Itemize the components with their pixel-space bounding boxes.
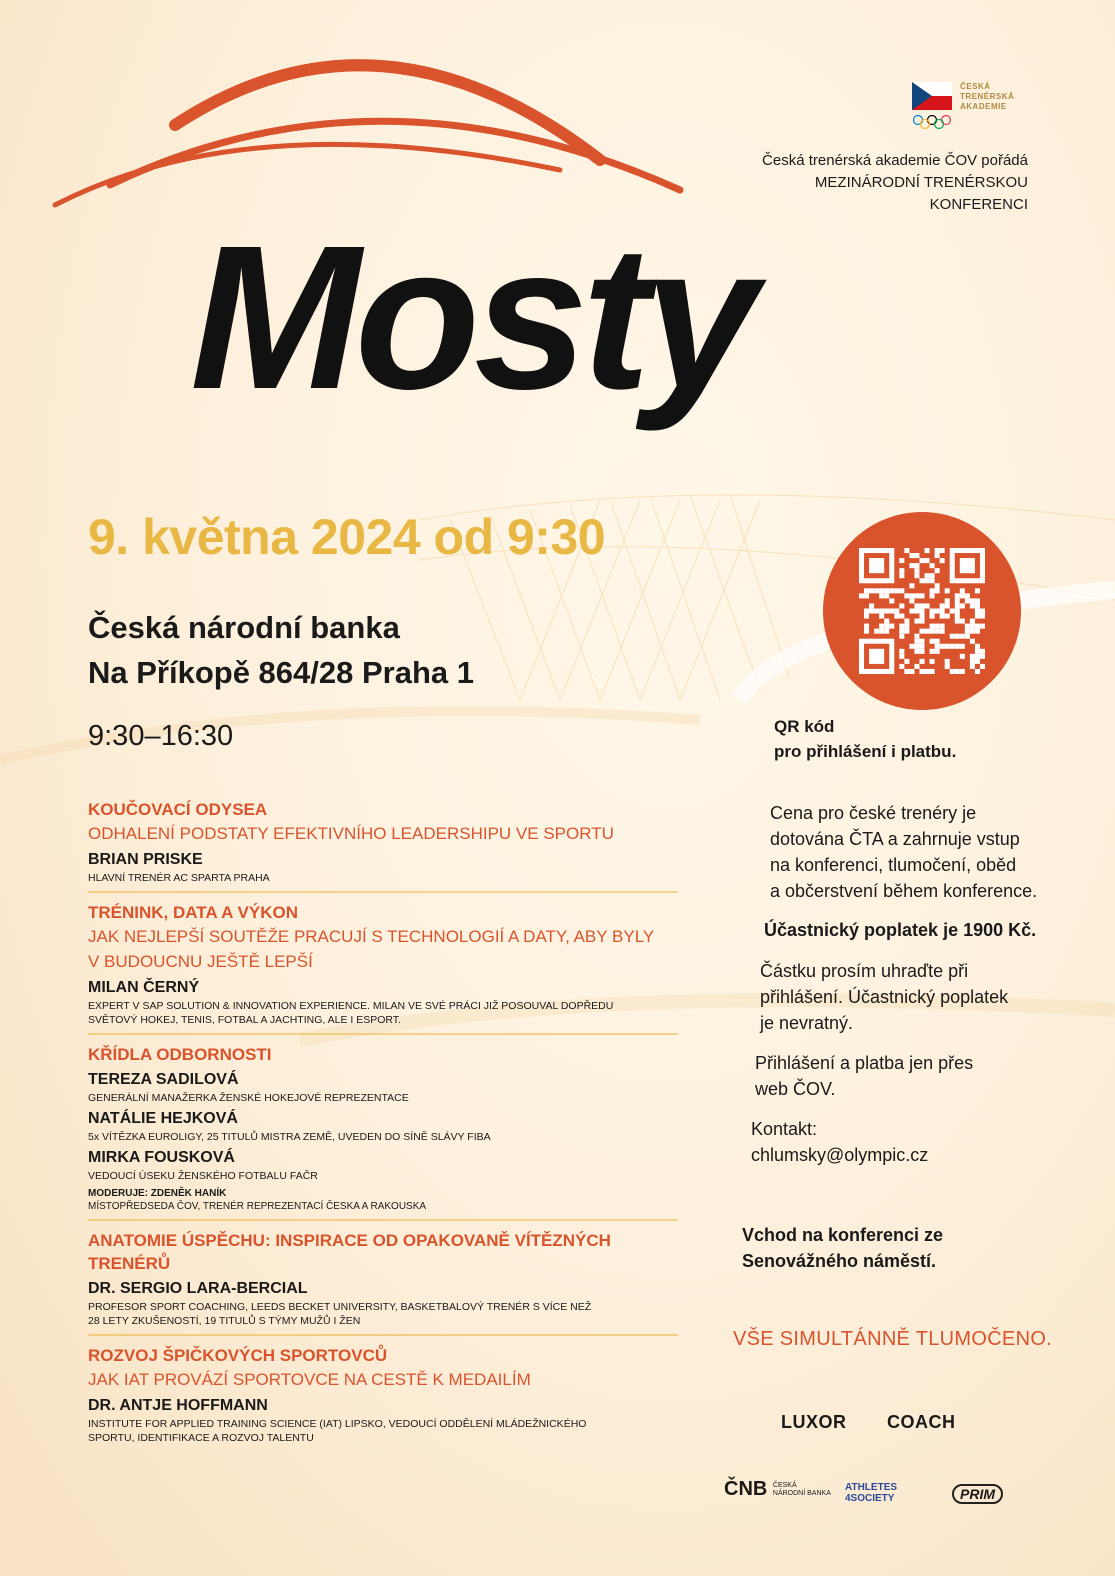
registration-info	[755, 1050, 973, 1102]
moderator-desc: MÍSTOPŘEDSEDA ČOV, TRENÉR REPREZENTACÍ ČESKA A RAKOUSKA	[88, 1201, 427, 1212]
event-date: 9. května 2024 od 9:30	[88, 509, 606, 565]
price-info	[770, 800, 1037, 904]
simultaneous-translation-note: VŠE SIMULTÁNNĚ TLUMOČENO.	[733, 1328, 1053, 1350]
speaker-name: DR. ANTJE HOFFMANN	[88, 1397, 268, 1414]
program-list	[88, 798, 678, 1459]
block-subtitle: JAK NEJLEPŠÍ SOUTĚŽE PRACUJÍ S TECHNOLOGIÍ A DATY, ABY BYLY	[88, 927, 655, 946]
poster-title: Mosty	[190, 203, 753, 432]
speaker-desc: INSTITUTE FOR APPLIED TRAINING SCIENCE (IAT) LIPSKO, VEDOUCÍ ODDĚLENÍ MLÁDEŽNICKÉHO	[88, 1418, 587, 1430]
event-hours: 9:30–16:30	[88, 720, 234, 752]
qr-code-icon[interactable]	[859, 548, 985, 674]
program-block	[88, 1344, 678, 1451]
block-subtitle: V BUDOUCNU JEŠTĚ LEPŠÍ	[88, 952, 313, 971]
moderator-name: MODERUJE: ZDENĚK HANÍK	[88, 1188, 227, 1199]
speaker-desc: SPORTU, IDENTIFIKACE A ROZVOJ TALENTU	[88, 1432, 314, 1444]
participation-fee: Účastnický poplatek je 1900 Kč.	[764, 920, 1037, 940]
speaker-name: DR. SERGIO LARA-BERCIAL	[88, 1280, 308, 1297]
speaker-desc: PROFESOR SPORT COACHING, LEEDS BECKET UNIVERSITY, BASKETBALOVÝ TRENÉR S VÍCE NEŽ	[88, 1301, 592, 1313]
sponsor-prim-logo: PRIM	[952, 1484, 1003, 1504]
speaker-desc: SVĚTOVÝ HOKEJ, TENIS, FOTBAL A JACHTING, ALE I ESPORT.	[88, 1014, 401, 1026]
czech-coaching-academy-logo	[912, 82, 1032, 132]
contact-email[interactable]: chlumsky@olympic.cz	[751, 1145, 929, 1165]
athletes-line: 4SOCIETY	[845, 1493, 895, 1504]
contact-info	[751, 1116, 928, 1168]
payment-line: Částku prosím uhraďte při	[760, 961, 969, 981]
qr-code-circle	[823, 512, 1021, 710]
speaker-desc: VEDOUCÍ ÚSEKU ŽENSKÉHO FOTBALU FAČR	[88, 1170, 318, 1182]
registration-line: web ČOV.	[755, 1079, 836, 1099]
block-heading: ANATOMIE ÚSPĚCHU: INSPIRACE OD OPAKOVANĚ VÍTĚZNÝCH	[88, 1231, 611, 1250]
block-heading: TRÉNINK, DATA A VÝKON	[88, 903, 298, 922]
qr-label-line: pro přihlášení i platbu.	[774, 742, 957, 761]
speaker-name: MIRKA FOUSKOVÁ	[88, 1149, 235, 1166]
block-heading: ROZVOJ ŠPIČKOVÝCH SPORTOVCŮ	[88, 1346, 388, 1365]
athletes-line: ATHLETES	[845, 1482, 898, 1493]
speaker-name: MILAN ČERNÝ	[88, 979, 200, 996]
academy-name-line: ČESKÁ	[960, 82, 991, 91]
speaker-desc: GENERÁLNÍ MANAŽERKA ŽENSKÉ HOKEJOVÉ REPREZENTACE	[88, 1092, 409, 1104]
block-subtitle: JAK IAT PROVÁZÍ SPORTOVCE NA CESTĚ K MEDAILÍM	[88, 1370, 531, 1389]
academy-name-line: AKADEMIE	[960, 102, 1007, 111]
olympic-rings-icon	[912, 114, 952, 130]
payment-line: je nevratný.	[760, 1013, 854, 1033]
organizer-line: MEZINÁRODNÍ TRENÉRSKOU	[814, 174, 1028, 191]
logo-arcs	[55, 65, 680, 205]
payment-info	[760, 958, 1008, 1036]
price-line: Cena pro české trenéry je	[770, 803, 977, 823]
speaker-desc: EXPERT V SAP SOLUTION & INNOVATION EXPERIENCE. MILAN VE SVÉ PRÁCI JIŽ POSOUVAL DOPŘEDU	[88, 1000, 614, 1012]
speaker-desc: HLAVNÍ TRENÉR AC SPARTA PRAHA	[88, 872, 270, 884]
block-heading: KOUČOVACÍ ODYSEA	[88, 800, 268, 819]
price-line: a občerstvení během konference.	[770, 881, 1038, 901]
academy-name	[960, 82, 1014, 112]
registration-line: Přihlášení a platba jen přes	[755, 1053, 974, 1073]
cnb-subtext-line: NÁRODNÍ BANKA	[772, 1489, 831, 1497]
block-heading: KŘÍDLA ODBORNOSTI	[88, 1045, 272, 1064]
program-block	[88, 1229, 678, 1336]
speaker-name: BRIAN PRISKE	[88, 851, 203, 868]
organizer-text	[762, 150, 1028, 216]
price-line: na konferenci, tlumočení, oběd	[770, 855, 1017, 875]
venue-address: Na Příkopě 864/28 Praha 1	[88, 655, 475, 690]
cnb-subtext-line: ČESKÁ	[772, 1481, 797, 1489]
entrance-line: Senovážného náměstí.	[742, 1251, 937, 1271]
sponsor-athletes4society-logo	[845, 1482, 897, 1504]
speaker-desc: 5x VÍTĚZKA EUROLIGY, 25 TITULŮ MISTRA ZEMĚ, UVEDEN DO SÍNĚ SLÁVY FIBA	[88, 1131, 491, 1143]
speaker-name: NATÁLIE HEJKOVÁ	[88, 1110, 238, 1127]
qr-label	[774, 714, 956, 764]
block-subtitle: ODHALENÍ PODSTATY EFEKTIVNÍHO LEADERSHIPU VE SPORTU	[88, 824, 614, 843]
sponsor-cnb-logo	[724, 1478, 831, 1501]
czech-flag-icon	[912, 82, 952, 110]
program-block	[88, 901, 678, 1035]
entrance-info	[742, 1222, 943, 1274]
speaker-desc: 28 LETY ZKUŠENOSTÍ, 19 TITULŮ S TÝMY MUŽŮ I ŽEN	[88, 1315, 361, 1327]
payment-line: přihlášení. Účastnický poplatek	[760, 987, 1009, 1007]
block-heading: TRENÉRŮ	[88, 1254, 171, 1273]
venue-name: Česká národní banka	[88, 610, 400, 645]
program-block	[88, 798, 678, 893]
price-line: dotována ČTA a zahrnuje vstup	[770, 829, 1020, 849]
program-block	[88, 1043, 678, 1221]
contact-label: Kontakt:	[751, 1119, 818, 1139]
qr-label-line: QR kód	[774, 717, 835, 736]
cnb-mark: ČNB	[724, 1478, 768, 1500]
cnb-subtext	[773, 1482, 831, 1498]
academy-name-line: TRENÉRSKÁ	[960, 92, 1015, 101]
sponsor-coach-logo: COACH	[887, 1412, 956, 1432]
sponsor-luxor-logo: LUXOR	[781, 1412, 847, 1432]
speaker-name: TEREZA SADILOVÁ	[88, 1071, 239, 1088]
organizer-line: KONFERENCI	[929, 196, 1028, 213]
venue	[88, 605, 474, 695]
organizer-line: Česká trenérská akademie ČOV pořádá	[762, 152, 1028, 169]
entrance-line: Vchod na konferenci ze	[742, 1225, 944, 1245]
